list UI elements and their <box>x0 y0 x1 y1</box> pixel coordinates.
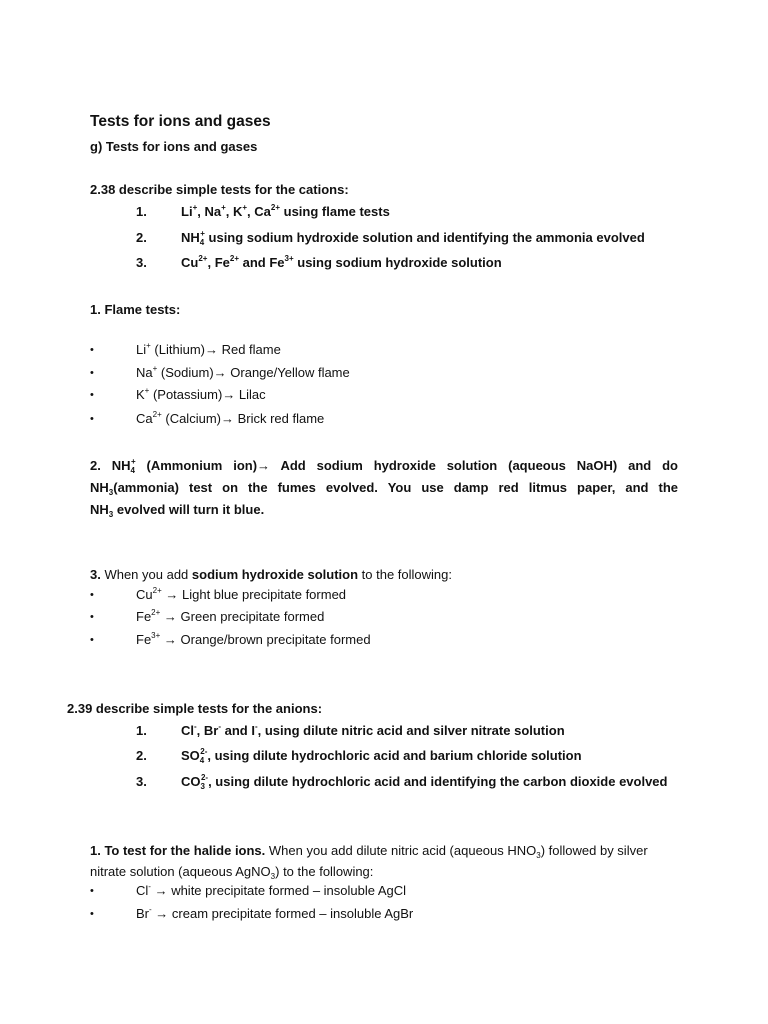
ammonium-line-2: $NH_3(ammonia)$ test on the fumes evolved. You use damp red litmus paper, and the <box>90 480 678 497</box>
bullet-icon: • <box>90 344 94 356</box>
hydroxide-item-cu: $Cu^{2+}$ → Light blue precipitate formed <box>136 586 347 602</box>
halide-item-chloride: Cl- → white precipitate formed – insoluble AgCl <box>136 882 407 898</box>
anions-heading: 2.39 describe simple tests for the anions: <box>67 701 323 716</box>
bullet-icon: • <box>90 589 94 601</box>
arrow-icon: → <box>222 387 236 402</box>
section-subtitle: g) Tests for ions and gases <box>90 139 258 154</box>
hydroxide-item-fe3: $Fe^{3+}$ → Orange/brown precipitate formed <box>136 631 371 647</box>
arrow-icon: → <box>204 342 218 357</box>
cation-item-1: Li+, Na+, K+, $Ca^{2+}$ using flame tests <box>181 203 390 219</box>
anion-item-3-number: 3. <box>136 774 147 789</box>
flame-tests-heading: 1. Flame tests: <box>90 302 181 317</box>
hydroxide-item-fe2: $Fe^{2+}$ → Green precipitate formed <box>136 608 325 624</box>
bullet-icon: • <box>90 908 94 920</box>
bullet-icon: • <box>90 611 94 623</box>
anion-item-2: $SO_4^{2-}$, using dilute hydrochloric acid and barium chloride solution <box>181 747 582 765</box>
ammonium-line-1: 2. $NH_4^+$ (Ammonium ion)→ Add sodium hydroxide solution (aqueous NaOH) and do <box>90 457 678 475</box>
cation-item-2: $NH_4^+$ using sodium hydroxide solution and identifying the ammonia evolved <box>181 229 645 247</box>
anion-item-3: $CO_3^{2-}$, using dilute hydrochloric acid and identifying the carbon dioxide evolved <box>181 773 668 791</box>
anion-item-2-number: 2. <box>136 748 147 763</box>
bullet-icon: • <box>90 885 94 897</box>
bullet-icon: • <box>90 367 94 379</box>
hydroxide-lead: 3. When you add sodium hydroxide solution to the following: <box>90 567 452 582</box>
cation-item-3: $Cu^{2+}$, $Fe^{2+}$ and $Fe^{3+}$ using sodium hydroxide solution <box>181 254 502 270</box>
ammonium-line-3: $NH_3$ evolved will turn it blue. <box>90 502 265 519</box>
page-title: Tests for ions and gases <box>90 113 271 130</box>
arrow-icon: → <box>220 411 234 426</box>
anion-item-1-number: 1. <box>136 723 147 738</box>
cation-item-1-number: 1. <box>136 204 147 219</box>
flame-item-potassium: K+ (Potassium)→ Lilac <box>136 386 266 402</box>
halide-line-1: 1. To test for the halide ions. When you add dilute nitric acid (aqueous $HNO_3$) followed by silver <box>90 843 648 860</box>
halide-line-2: nitrate solution (aqueous AgNO$_3$) to the following: <box>90 864 374 881</box>
bullet-icon: • <box>90 634 94 646</box>
halide-item-bromide: Br- → cream precipitate formed – insoluble AgBr <box>136 905 414 921</box>
flame-item-calcium: $Ca^{2+}$ (Calcium)→ Brick red flame <box>136 410 325 426</box>
flame-item-sodium: Na+ (Sodium)→ Orange/Yellow flame <box>136 364 350 380</box>
bullet-icon: • <box>90 389 94 401</box>
anion-item-1: Cl-, Br- and I-, using dilute nitric acid and silver nitrate solution <box>181 722 565 738</box>
arrow-icon: → <box>257 458 271 473</box>
arrow-icon: → <box>155 906 169 921</box>
arrow-icon: → <box>163 632 177 647</box>
arrow-icon: → <box>213 365 227 380</box>
arrow-icon: → <box>163 609 177 624</box>
arrow-icon: → <box>165 587 179 602</box>
cations-heading: 2.38 describe simple tests for the cations: <box>90 182 349 197</box>
flame-item-lithium: Li+ (Lithium)→ Red flame <box>136 341 281 357</box>
cation-item-3-number: 3. <box>136 255 147 270</box>
arrow-icon: → <box>154 883 168 898</box>
bullet-icon: • <box>90 413 94 425</box>
cation-item-2-number: 2. <box>136 230 147 245</box>
